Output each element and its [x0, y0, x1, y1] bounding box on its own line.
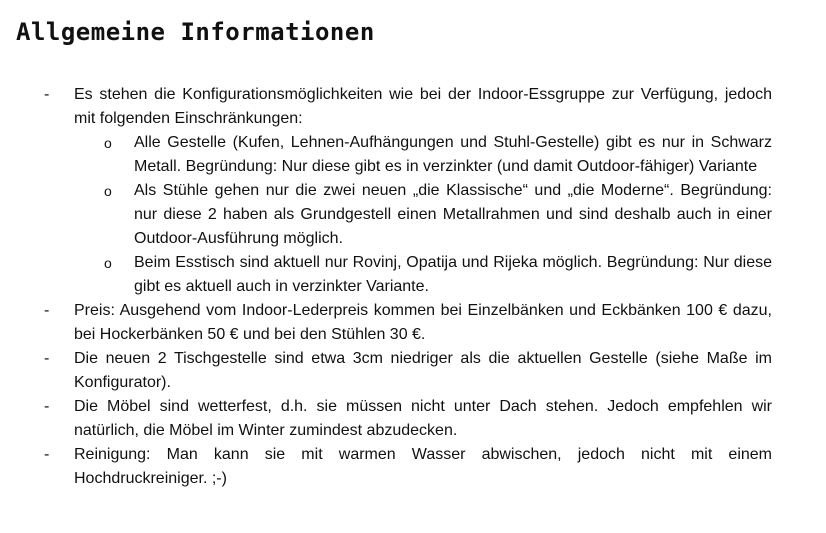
list-item-cleaning — [40, 443, 772, 491]
info-list — [40, 83, 772, 491]
dash-bullet: - — [44, 446, 50, 463]
list-item-text: Es stehen die Konfigurationsmöglichkeiten wie bei der Indoor-Essgruppe zur Verfügung, jedoch mit folgenden Einschränkungen: — [74, 86, 772, 127]
list-item-text: Die Möbel sind wetterfest, d.h. sie müssen nicht unter Dach stehen. Jedoch empfehlen wir natürlich, die Möbel im Winter zumindest abzudecken. — [74, 398, 772, 439]
list-item-text: Die neuen 2 Tischgestelle sind etwa 3cm niedriger als die aktuellen Gestelle (siehe Maße im Konfigurator). — [74, 350, 772, 391]
page-title: Allgemeine Informationen — [16, 18, 375, 46]
dash-bullet: - — [44, 302, 50, 319]
sub-item-text: Als Stühle gehen nur die zwei neuen „die Klassische“ und „die Moderne“. Begründung: nur diese 2 haben als Grundgestell einen Metallrahmen und sind deshalb auch in einer Outdoor-Ausführung möglich. — [134, 182, 772, 247]
list-item-configuration — [40, 83, 772, 299]
list-item-price — [40, 299, 772, 347]
list-item-text: Preis: Ausgehend vom Indoor-Lederpreis kommen bei Einzelbänken und Eckbänken 100 € dazu, bei Hockerbänken 50 € und bei den Stühlen 30 €. — [74, 302, 772, 343]
list-item-table-frames — [40, 347, 772, 395]
sub-item-text: Beim Esstisch sind aktuell nur Rovinj, Opatija und Rijeka möglich. Begründung: Nur diese gibt es aktuell auch in verzinkter Variante. — [134, 254, 772, 295]
circle-bullet: o — [104, 255, 112, 271]
restrictions-list — [74, 131, 772, 299]
circle-bullet: o — [104, 135, 112, 151]
dash-bullet: - — [44, 350, 50, 367]
list-item-weatherproof — [40, 395, 772, 443]
sub-item-frames — [74, 131, 772, 179]
list-item-text: Reinigung: Man kann sie mit warmen Wasser abwischen, jedoch nicht mit einem Hochdruckreiniger. ;-) — [74, 446, 772, 487]
circle-bullet: o — [104, 183, 112, 199]
sub-item-tables — [74, 251, 772, 299]
sub-item-text: Alle Gestelle (Kufen, Lehnen-Aufhängungen und Stuhl-Gestelle) gibt es nur in Schwarz Metall. Begründung: Nur diese gibt es in verzinkter (und damit Outdoor-fähiger) Variante — [134, 134, 772, 175]
dash-bullet: - — [44, 86, 50, 103]
sub-item-chairs — [74, 179, 772, 251]
dash-bullet: - — [44, 398, 50, 415]
